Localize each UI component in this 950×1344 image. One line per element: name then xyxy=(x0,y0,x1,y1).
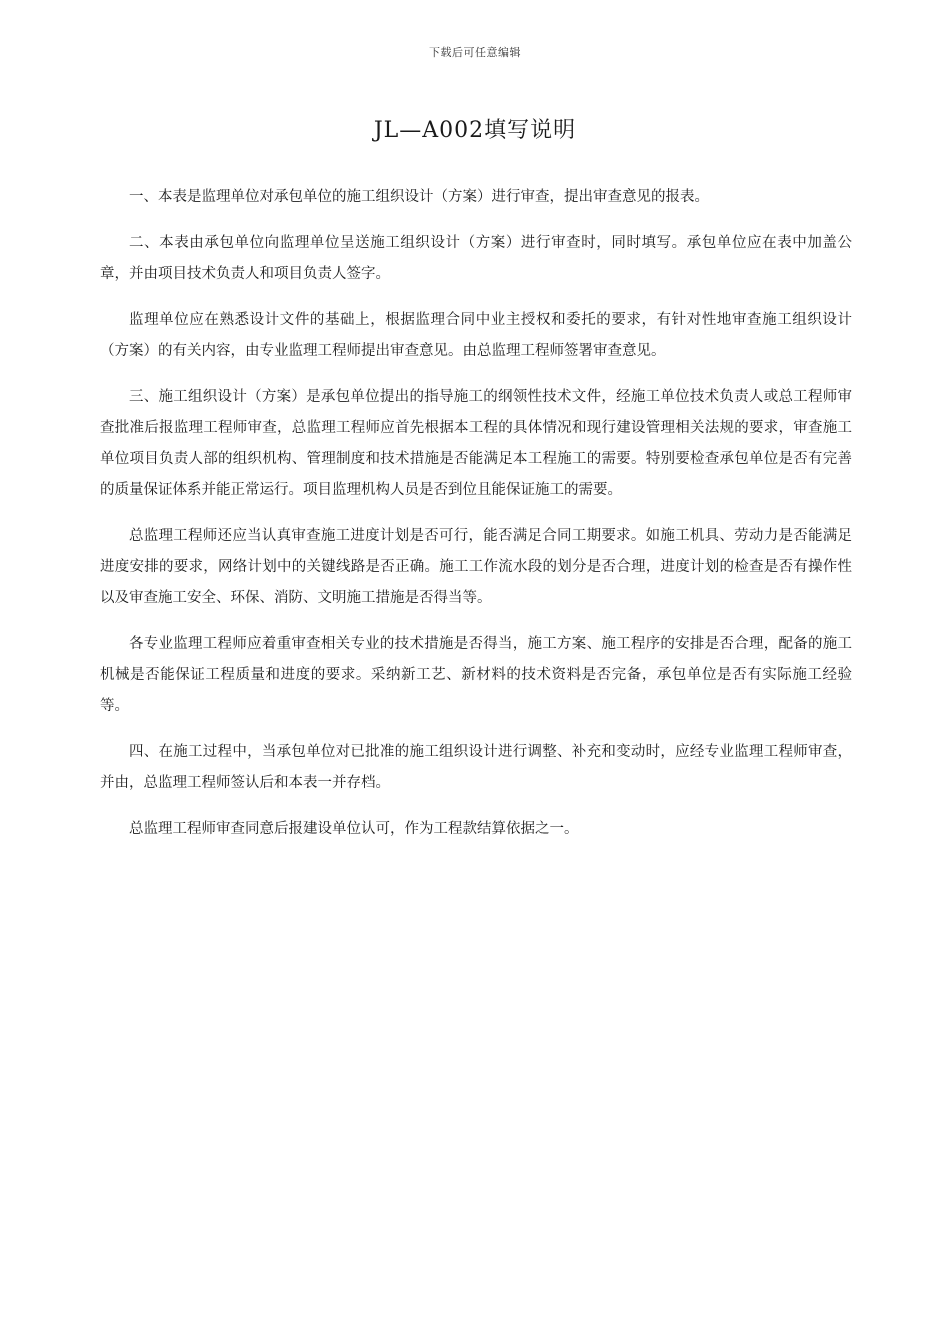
paragraph-8: 总监理工程师审查同意后报建设单位认可，作为工程款结算依据之一。 xyxy=(129,821,579,837)
document-title: JL—A002填写说明 xyxy=(373,118,577,143)
paragraph-6: 各专业监理工程师应着重审查相关专业的技术措施是否得当，施工方案、施工程序的安排是否合理，配备的施工机械是否能保证工程质量和进度的要求。采纳新工艺、新材料的技术资料是否完备，承包单位是否有实际施工经验等。 xyxy=(100,636,852,714)
paragraph-5: 总监理工程师还应当认真审查施工进度计划是否可行，能否满足合同工期要求。如施工机具、劳动力是否能满足进度安排的要求，网络计划中的关键线路是否正确。施工工作流水段的划分是否合理，进度计划的检查是否有操作性以及审查施工安全、环保、消防、文明施工措施是否得当等。 xyxy=(100,528,852,606)
header-note: 下载后可任意编辑 xyxy=(429,46,521,59)
paragraph-7: 四、在施工过程中，当承包单位对已批准的施工组织设计进行调整、补充和变动时，应经专业监理工程师审查，并由，总监理工程师签认后和本表一并存档。 xyxy=(100,744,852,791)
paragraph-4: 三、施工组织设计（方案）是承包单位提出的指导施工的纲领性技术文件，经施工单位技术负责人或总工程师审查批准后报监理工程师审查，总监理工程师应首先根据本工程的具体情况和现行建设管理相关法规的要求，审查施工单位项目负责人部的组织机构、管理制度和技术措施是否能满足本工程施工的需要。特别要检查承包单位是否有完善的质量保证体系并能正常运行。项目监理机构人员是否到位且能保证施工的需要。 xyxy=(100,389,852,498)
paragraph-1: 一、本表是监理单位对承包单位的施工组织设计（方案）进行审查，提出审查意见的报表。 xyxy=(129,189,709,205)
paragraph-3: 监理单位应在熟悉设计文件的基础上，根据监理合同中业主授权和委托的要求，有针对性地审查施工组织设计（方案）的有关内容，由专业监理工程师提出审查意见。由总监理工程师签署审查意见。 xyxy=(100,312,852,359)
document-body xyxy=(100,182,852,860)
paragraph-2: 二、本表由承包单位向监理单位呈送施工组织设计（方案）进行审查时，同时填写。承包单位应在表中加盖公章，并由项目技术负责人和项目负责人签字。 xyxy=(100,235,852,282)
